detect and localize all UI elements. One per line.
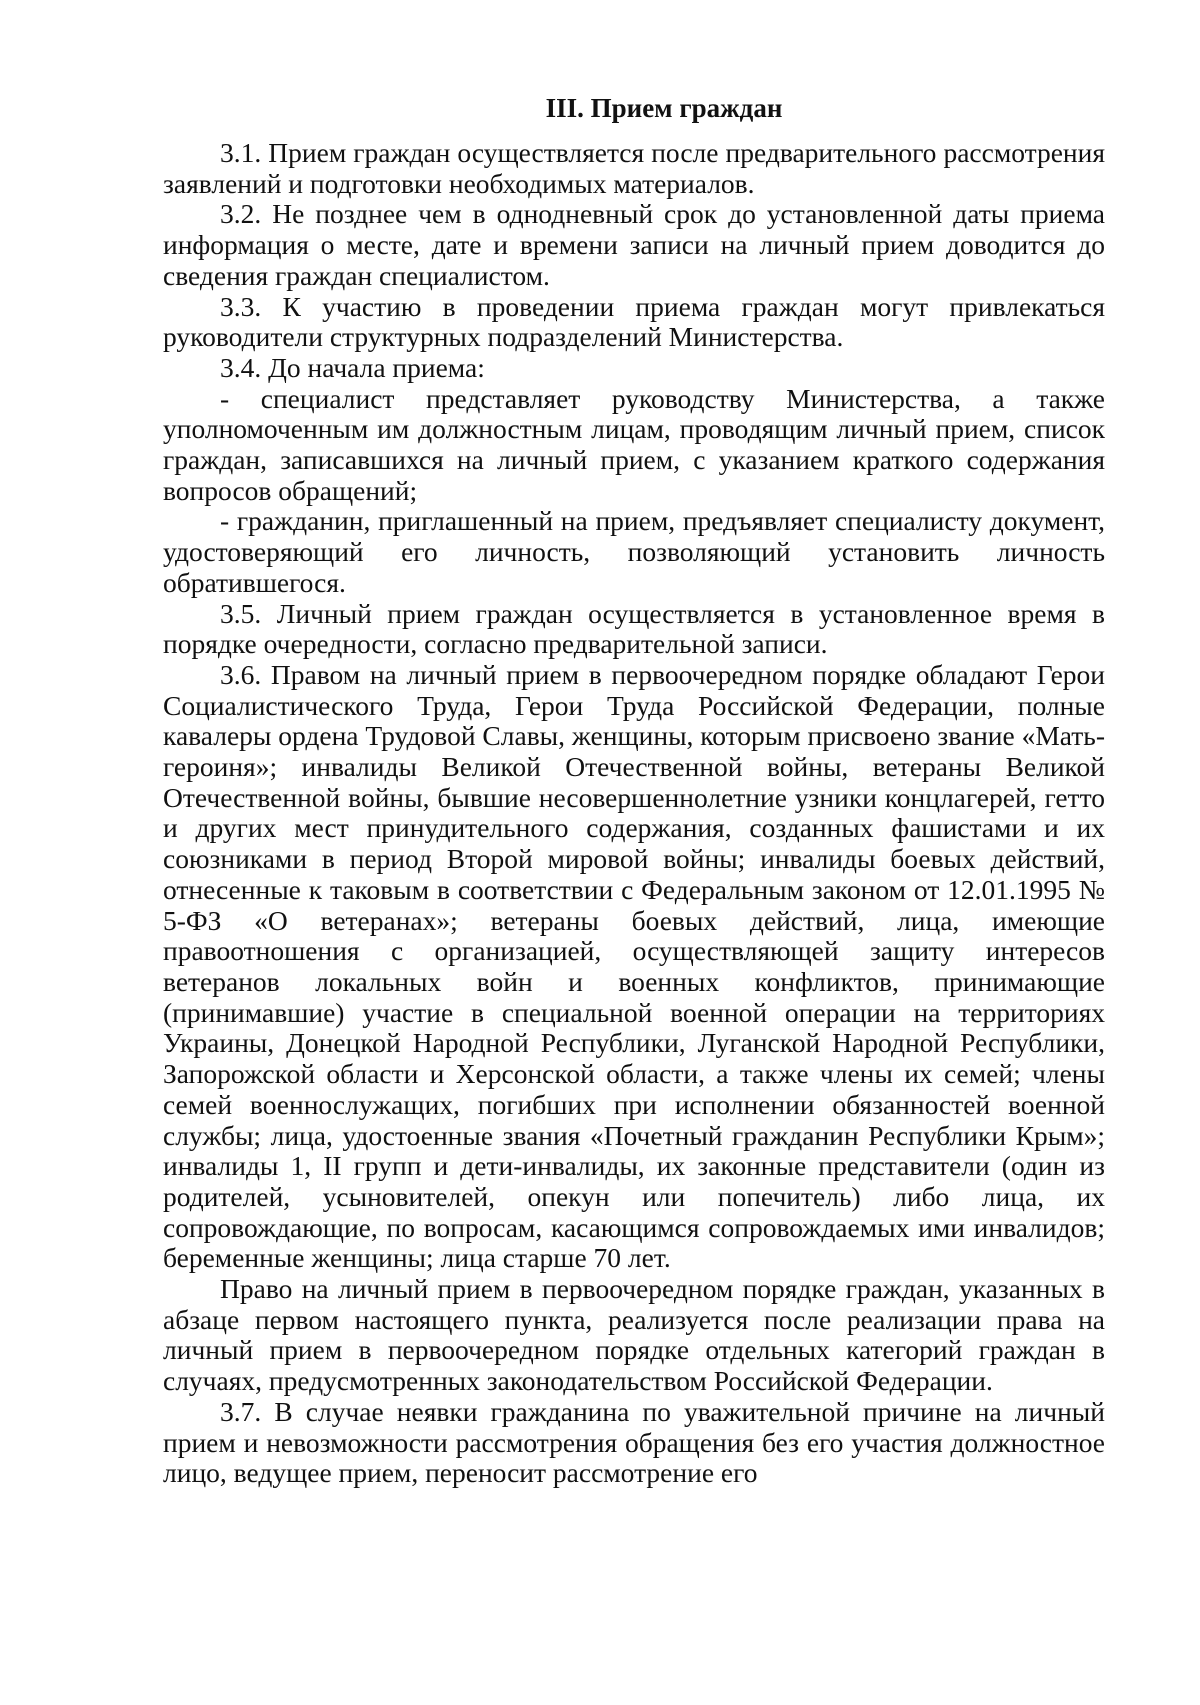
paragraph-3-4-item-1: - специалист представляет руководству Министерства, а также уполномоченным им должностным лицам, проводящим личный прием, список граждан, записавшихся на личный прием, с указанием краткого содержания вопросов обращений;	[163, 382, 1105, 506]
paragraph-3-2: 3.2. Не позднее чем в однодневный срок до установленной даты приема информация о месте, дате и времени записи на личный прием доводится до сведения граждан специалистом.	[163, 198, 1105, 291]
section-heading: III. Прием граждан	[545, 93, 783, 123]
paragraph-3-4-item-2: - гражданин, приглашенный на прием, предъявляет специалисту документ, удостоверяющий его личность, позволяющий установить личность обратившегося.	[163, 505, 1105, 598]
paragraph-3-4: 3.4. До начала приема:	[220, 351, 485, 383]
document-body	[163, 88, 1105, 1489]
paragraph-3-7: 3.7. В случае неявки гражданина по уважительной причине на личный прием и невозможности рассмотрения обращения без его участия должностное лицо, ведущее прием, переносит рассмотрение его	[163, 1395, 1105, 1489]
paragraph-3-6: 3.6. Правом на личный прием в первоочередном порядке обладают Герои Социалистического Труда, Герои Труда Российской Федерации, полные кавалеры ордена Трудовой Славы, женщины, которым присвоено звание «Мать-героиня»; инвалиды Великой Отечественной войны, ветераны Великой Отечественной войны, бывшие несовершеннолетние узники концлагерей, гетто и других мест принудительного содержания, созданных фашистами и их союзниками в период Второй мировой войны; инвалиды боевых действий, отнесенные к таковым в соответствии с Федеральным законом от 12.01.1995 № 5-ФЗ «О ветеранах»; ветераны боевых действий, лица, имеющие правоотношения с организацией, осуществляющей защиту интересов ветеранов локальных войн и военных конфликтов, принимающие (принимавшие) участие в специальной военной операции на территориях Украины, Донецкой Народной Республики, Луганской Народной Республики, Запорожской области и Херсонской области, а также члены их семей; члены семей военнослужащих, погибших при исполнении обязанностей военной службы; лица, удостоенные звания «Почетный гражданин Республики Крым»; инвалиды 1, II групп и дети-инвалиды, их законные представители (один из родителей, усыновителей, опекун или попечитель) либо лица, их сопровождающие, по вопросам, касающимся сопровождаемых ими инвалидов; беременные женщины; лица старше 70 лет.	[163, 658, 1105, 1274]
paragraph-3-1: 3.1. Прием граждан осуществляется после предварительного рассмотрения заявлений и подготовки необходимых материалов.	[163, 137, 1105, 199]
paragraph-3-3: 3.3. К участию в проведении приема граждан могут привлекаться руководители структурных подразделений Министерства.	[163, 290, 1105, 353]
paragraph-3-6-continued: Право на личный прием в первоочередном порядке граждан, указанных в абзаце первом настоящего пункта, реализуется после реализации права на личный прием в первоочередном порядке отдельных категорий граждан в случаях, предусмотренных законодательством Российской Федерации.	[163, 1273, 1105, 1397]
paragraph-3-5: 3.5. Личный прием граждан осуществляется в установленное время в порядке очередности, согласно предварительной записи.	[163, 597, 1105, 660]
